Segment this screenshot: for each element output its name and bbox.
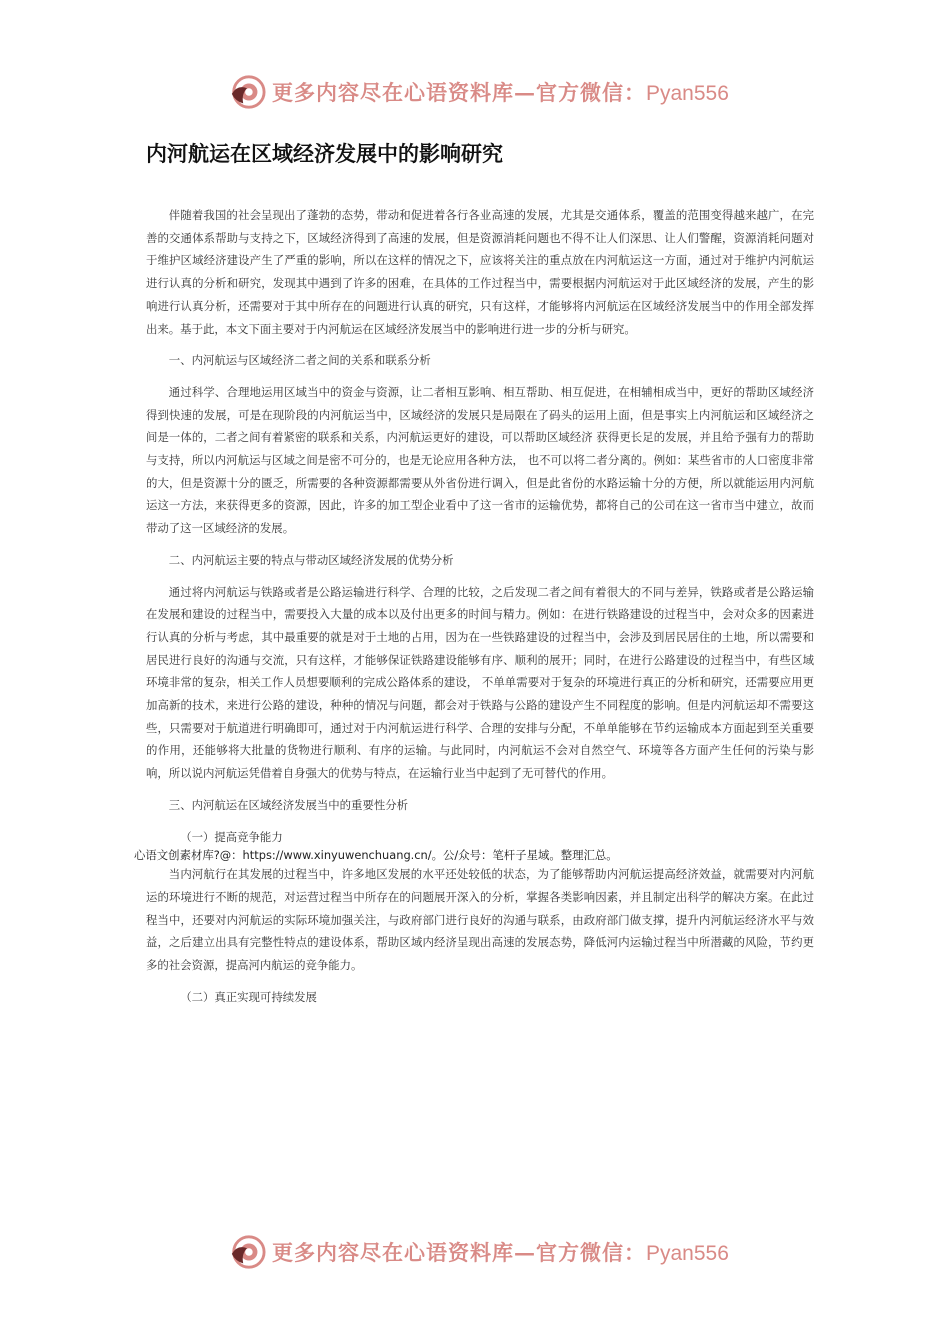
section-2-paragraph: 通过将内河航运与铁路或者是公路运输进行科学、合理的比较，之后发现二者之间有着很大的不同与差异，铁路或者是公路运输在发展和建设的过程当中，需要投入大量的成本以及付出更多的时间与精力。例如：在进行铁路建设的过程当中，会对众多的因素进行认真的分析与考虑，其中最重要的就是对于土地的占用，因为在一些铁路建设的过程当中，会涉及到居民居住的土地，所以需要和居民进行良好的沟通与交流，只有这样，才能够保证铁路建设能够有序、顺利的展开；同时，在进行公路建设的过程当中，有些区域环境非常的复杂，相关工作人员想要顺利的完成公路体系的建设， 不单单需要对于复杂的环境进行真正的分析和研究，还需要应用更加高新的技术，来进行公路的建设，种种的情况与问题，都会对于铁路与公路的建设产生不同程度的影响。但是内河航运却不需要这些，只需要对于航道进行明确即可，通过对于内河航运进行科学、合理的安排与分配，不单单能够在节约运输成本方面起到至关重要的作用，还能够将大批量的货物进行顺利、有序的运输。与此同时，内河航运不会对自然空气、环境等各方面产生任何的污染与影响，所以说内河航运凭借着自身强大的优势与特点，在运输行业当中起到了无可替代的作用。 — [146, 584, 814, 781]
intro-paragraph: 伴随着我国的社会呈现出了蓬勃的态势，带动和促进着各行各业高速的发展，尤其是交通体系，覆盖的范围变得越来越广，在完善的交通体系帮助与支持之下，区域经济得到了高速的发展，但是资源消耗问题也不得不让人们深思、让人们警醒，资源消耗问题对于维护区域经济建设产生了严重的影响，所以在这样的情况之下，应该将关注的重点放在内河航运这一方面，通过对于维护内河航运进行认真的分析和研究，发现其中遇到了许多的困难，在具体的工作过程当中，需要根据内河航运对于此区域经济的发展，产生的影响进行认真分析，还需要对于其中所存在的问题进行认真的研究，只有这样，才能够将内河航运在区域经济发展当中的作用全部发挥出来。基于此，本文下面主要对于内河航运在区域经济发展当中的影响进行进一步的分析与研究。 — [146, 208, 814, 336]
banner-label: 更多内容尽在心语资料库—官方微信： — [272, 1240, 646, 1265]
section-1-paragraph: 通过科学、合理地运用区域当中的资金与资源，让二者相互影响、相互帮助、相互促进，在相辅相成当中，更好的帮助区域经济得到快速的发展，可是在现阶段的内河航运当中，区域经济的发展只是局限在了码头的运用上面，但是事实上内河航运和区域经济之间是一体的，二者之间有着紧密的联系和关系，内河航运更好的建设，可以帮助区域经济 获得更长足的发展，并且给予强有力的帮助与支持，所以内河航运与区域之间是密不可分的，也是无论应用各种方法， 也不可以将二者分离的。例如：某些省市的人口密度非常的大，但是资源十分的匮乏，所需要的各种资源都需要从外省份进行调入，但是此省份的水路运输十分的方便，所以就能运用内河航运这一方法，来获得更多的资源，因此，许多的加工型企业看中了这一省市的运输优势，都将自己的公司在这一省市当中建立，故而带动了这一区域经济的发展。 — [146, 384, 814, 536]
subsection-1-paragraph: 当内河航行在其发展的过程当中，许多地区发展的水平还处较低的状态，为了能够帮助内河航运提高经济效益，就需要对内河航运的环境进行不断的规范，对运营过程当中所存在的问题展开深入的分析，掌握各类影响因素，并且制定出科学的解决方案。在此过程当中，还要对内河航运的实际环境加强关注，与政府部门进行良好的沟通与联系，由政府部门做支撑，提升内河航运经济水平与效益，之后建立出具有完整性特点的建设体系，帮助区域内经济呈现出高速的发展态势，降低河内运输过程当中所潜藏的风险，节约更多的社会资源，提高河内航运的竞争能力。 — [146, 867, 814, 973]
section-2-heading: 二、内河航运主要的特点与带动区域经济发展的优势分析 — [168, 552, 454, 567]
banner-label: 更多内容尽在心语资料库—官方微信： — [272, 80, 646, 105]
document-body — [134, 204, 814, 1009]
logo-icon — [228, 73, 266, 111]
section-3-heading: 三、内河航运在区域经济发展当中的重要性分析 — [168, 797, 409, 812]
header-banner — [228, 72, 748, 112]
banner-wechat-id: Pyan556 — [646, 82, 729, 105]
subsection-1-heading: （一）提高竞争能力 — [180, 829, 283, 844]
banner-wechat-id: Pyan556 — [646, 1242, 729, 1265]
source-note: 心语文创素材库?@：https://www.xinyuwenchuang.cn/。公/众号：笔杆子星域。整理汇总。 — [134, 848, 618, 863]
banner-text — [272, 77, 729, 107]
document-title: 内河航运在区域经济发展中的影响研究 — [146, 142, 503, 166]
section-1-heading: 一、内河航运与区域经济二者之间的关系和联系分析 — [168, 353, 431, 368]
footer-banner — [228, 1232, 748, 1272]
logo-icon — [228, 1233, 266, 1271]
banner-text — [272, 1237, 729, 1267]
subsection-2-heading: （二）真正实现可持续发展 — [180, 989, 317, 1004]
